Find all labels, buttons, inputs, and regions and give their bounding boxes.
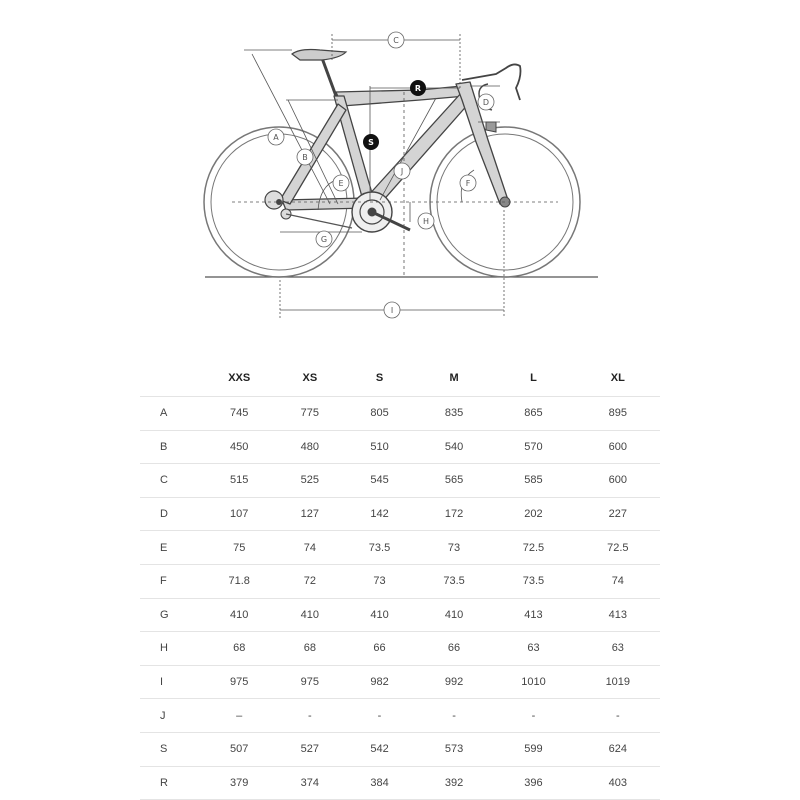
table-cell: 835 — [417, 397, 492, 431]
table-cell: 895 — [576, 397, 660, 431]
table-cell: 570 — [491, 430, 575, 464]
table-cell: 565 — [417, 464, 492, 498]
table-cell: 227 — [576, 497, 660, 531]
table-cell: 624 — [576, 732, 660, 766]
table-cell: 142 — [342, 497, 417, 531]
table-row — [140, 632, 660, 666]
row-label: I — [140, 665, 201, 699]
table-cell: 450 — [201, 430, 277, 464]
table-cell: 384 — [342, 766, 417, 800]
row-label: F — [140, 564, 201, 598]
table-row — [140, 699, 660, 733]
column-header: XS — [302, 372, 318, 384]
header-empty — [140, 360, 201, 397]
row-label: C — [140, 464, 201, 498]
table-cell: 525 — [277, 464, 342, 498]
bike-frame — [280, 82, 508, 210]
table-cell: 975 — [201, 665, 277, 699]
table-cell: 992 — [417, 665, 492, 699]
table-cell: 74 — [277, 531, 342, 565]
table-cell: 410 — [417, 598, 492, 632]
table-cell: 480 — [277, 430, 342, 464]
table-cell: - — [417, 699, 492, 733]
table-cell: 599 — [491, 732, 575, 766]
table-cell: 72 — [277, 564, 342, 598]
table-cell: 75 — [201, 531, 277, 565]
table-cell: 74 — [576, 564, 660, 598]
label-g: G — [320, 235, 328, 244]
row-label: E — [140, 531, 201, 565]
label-i: I — [390, 306, 394, 315]
table-cell: 600 — [576, 464, 660, 498]
table-cell: 527 — [277, 732, 342, 766]
label-r: R — [414, 84, 422, 93]
table-cell: 507 — [201, 732, 277, 766]
row-label: B — [140, 430, 201, 464]
label-e: E — [338, 179, 344, 188]
table-cell: 68 — [277, 632, 342, 666]
label-h: H — [422, 217, 430, 226]
table-header-row — [140, 360, 660, 397]
table-row — [140, 665, 660, 699]
front-brake-icon — [486, 122, 496, 132]
table-cell: 73.5 — [491, 564, 575, 598]
table-cell: 573 — [417, 732, 492, 766]
row-label: R — [140, 766, 201, 800]
table-row — [140, 531, 660, 565]
row-label: G — [140, 598, 201, 632]
geometry-table — [140, 360, 660, 800]
label-f: F — [465, 179, 471, 188]
table-cell: 72.5 — [491, 531, 575, 565]
row-label: S — [140, 732, 201, 766]
label-a: A — [273, 133, 279, 142]
table-cell: - — [277, 699, 342, 733]
table-cell: 66 — [342, 632, 417, 666]
label-s: S — [368, 138, 374, 147]
table-cell: 73 — [342, 564, 417, 598]
table-cell: – — [201, 699, 277, 733]
table-cell: 172 — [417, 497, 492, 531]
column-header: S — [375, 372, 384, 384]
table-cell: 1019 — [576, 665, 660, 699]
table-cell: 66 — [417, 632, 492, 666]
table-cell: - — [491, 699, 575, 733]
table-cell: 410 — [201, 598, 277, 632]
table-row — [140, 732, 660, 766]
table-cell: 515 — [201, 464, 277, 498]
table-cell: 392 — [417, 766, 492, 800]
table-cell: 600 — [576, 430, 660, 464]
table-cell: 510 — [342, 430, 417, 464]
row-label: A — [140, 397, 201, 431]
table-cell: 107 — [201, 497, 277, 531]
table-cell: 68 — [201, 632, 277, 666]
table-cell: 1010 — [491, 665, 575, 699]
saddle-icon — [292, 50, 346, 61]
table-cell: 127 — [277, 497, 342, 531]
table-cell: - — [576, 699, 660, 733]
table-row — [140, 564, 660, 598]
table-cell: 403 — [576, 766, 660, 800]
label-b: B — [302, 153, 308, 162]
label-c: C — [393, 36, 399, 45]
table-cell: 745 — [201, 397, 277, 431]
column-header: XXS — [228, 372, 251, 384]
table-row — [140, 430, 660, 464]
row-label: H — [140, 632, 201, 666]
table-cell: 982 — [342, 665, 417, 699]
table-cell: 775 — [277, 397, 342, 431]
column-header: M — [449, 372, 459, 384]
table-cell: 374 — [277, 766, 342, 800]
column-header: XL — [610, 372, 625, 384]
table-row — [140, 598, 660, 632]
table-cell: 202 — [491, 497, 575, 531]
table-row — [140, 766, 660, 800]
table-row — [140, 464, 660, 498]
table-cell: - — [342, 699, 417, 733]
table-cell: 410 — [342, 598, 417, 632]
table-cell: 413 — [491, 598, 575, 632]
table-cell: 71.8 — [201, 564, 277, 598]
table-cell: 73 — [417, 531, 492, 565]
table-body — [140, 397, 660, 800]
table-cell: 865 — [491, 397, 575, 431]
table-cell: 413 — [576, 598, 660, 632]
table-cell: 542 — [342, 732, 417, 766]
label-d: D — [482, 98, 490, 107]
table-cell: 805 — [342, 397, 417, 431]
table-cell: 396 — [491, 766, 575, 800]
seatpost — [322, 58, 336, 96]
table-cell: 545 — [342, 464, 417, 498]
row-label: D — [140, 497, 201, 531]
table-cell: 540 — [417, 430, 492, 464]
label-j: J — [400, 167, 404, 176]
table-cell: 63 — [576, 632, 660, 666]
table-cell: 410 — [277, 598, 342, 632]
bike-geometry-diagram — [0, 0, 800, 330]
column-header: L — [530, 372, 537, 384]
table-cell: 73.5 — [342, 531, 417, 565]
table-row — [140, 497, 660, 531]
table-cell: 72.5 — [576, 531, 660, 565]
table-row — [140, 397, 660, 431]
table-cell: 379 — [201, 766, 277, 800]
table-cell: 73.5 — [417, 564, 492, 598]
table-cell: 975 — [277, 665, 342, 699]
table-cell: 585 — [491, 464, 575, 498]
table-cell: 63 — [491, 632, 575, 666]
row-label: J — [140, 699, 201, 733]
